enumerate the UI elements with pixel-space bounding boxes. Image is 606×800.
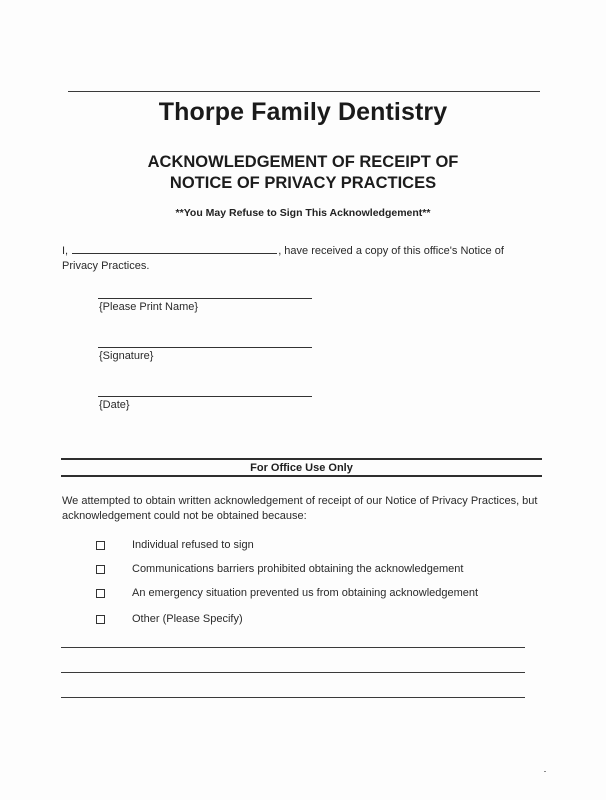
reason-label: Communications barriers prohibited obtaining the acknowledgement (132, 563, 464, 575)
form-title-line1: ACKNOWLEDGEMENT OF RECEIPT OF (147, 153, 459, 171)
specify-line-3[interactable] (61, 697, 525, 698)
reason-emergency[interactable] (96, 586, 478, 600)
checkbox-icon[interactable] (96, 541, 105, 550)
office-use-heading: For Office Use Only (250, 462, 353, 474)
practice-name: Thorpe Family Dentistry (158, 98, 448, 126)
reason-label: An emergency situation prevented us from obtaining acknowledgement (132, 587, 479, 599)
office-use-intro-line1: We attempted to obtain written acknowledgement of receipt of our Notice of Privacy Practices, but (62, 495, 538, 507)
specify-line-2[interactable] (61, 672, 525, 673)
print-name-label: {Please Print Name} (99, 301, 199, 313)
acknowledgement-statement (62, 243, 542, 274)
checkbox-icon[interactable] (96, 589, 105, 598)
office-use-intro (62, 494, 552, 524)
office-use-intro-line2: acknowledgement could not be obtained because: (62, 510, 307, 522)
acknowledgement-line2: Privacy Practices. (62, 260, 150, 272)
office-use-bottom-rule (61, 475, 542, 477)
specify-line-1[interactable] (61, 647, 525, 648)
print-name-field[interactable] (98, 298, 312, 299)
signature-field[interactable] (98, 347, 312, 348)
checkbox-icon[interactable] (96, 615, 105, 624)
scan-speck (544, 771, 546, 772)
reason-other[interactable] (96, 612, 243, 626)
checkbox-icon[interactable] (96, 565, 105, 574)
reason-refused[interactable] (96, 538, 254, 552)
office-use-top-rule (61, 458, 542, 460)
date-field[interactable] (98, 396, 312, 397)
signature-label: {Signature} (99, 350, 154, 362)
acknowledgement-line1 (62, 243, 542, 259)
form-title (0, 152, 606, 194)
form-title-line2: NOTICE OF PRIVACY PRACTICES (169, 174, 437, 192)
name-blank-field[interactable] (72, 243, 277, 254)
acknowledgement-suffix: , have received a copy of this office's Notice of (278, 245, 504, 257)
reason-communication-barriers[interactable] (96, 562, 463, 576)
reason-label: Individual refused to sign (132, 539, 254, 551)
acknowledgement-prefix: I, (62, 245, 69, 257)
date-label: {Date} (99, 399, 130, 411)
top-divider (68, 91, 540, 92)
refuse-note: **You May Refuse to Sign This Acknowledgement** (175, 207, 431, 219)
reason-label: Other (Please Specify) (132, 613, 243, 625)
